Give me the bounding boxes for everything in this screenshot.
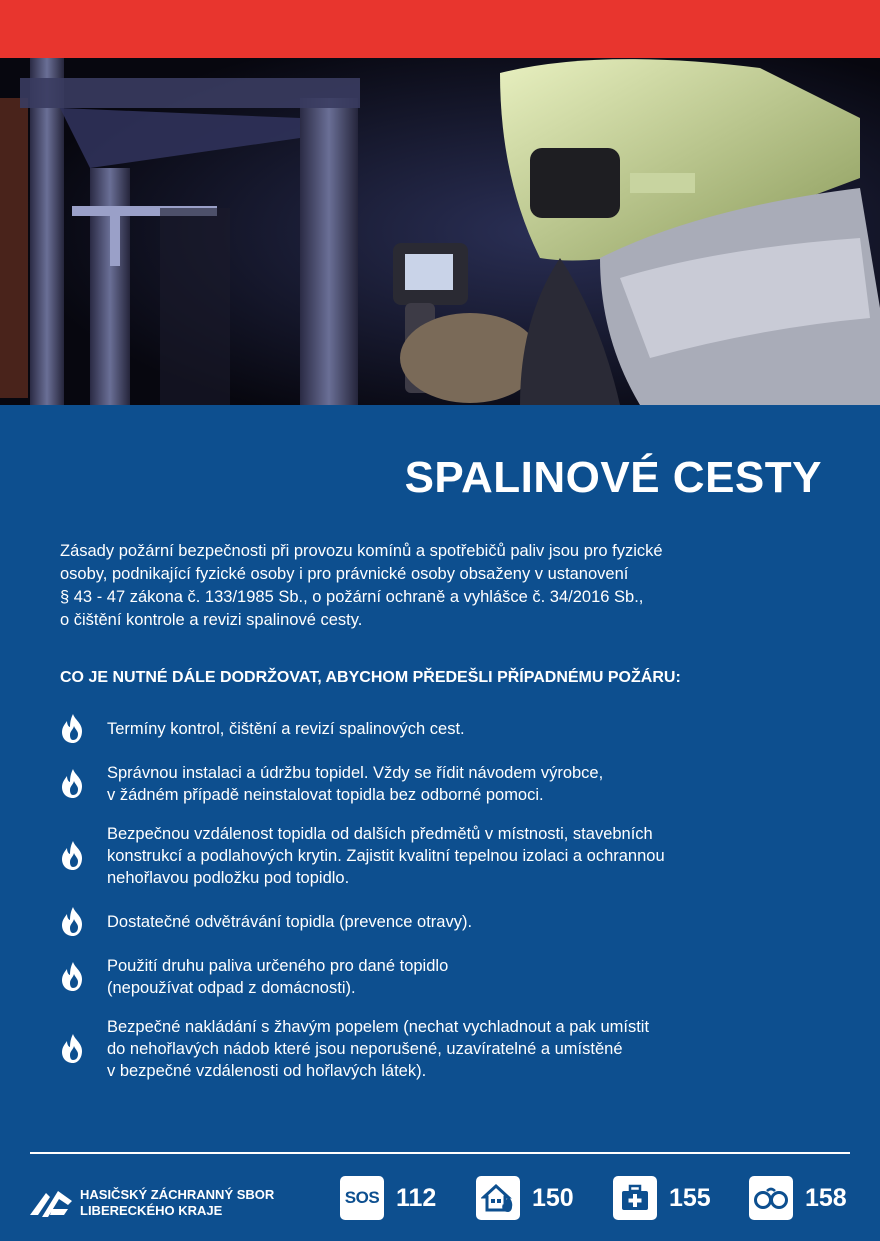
flame-icon: [58, 961, 88, 993]
house-fire-glyph: [481, 1182, 515, 1214]
bullet-text: Použití druhu paliva určeného pro dané topidlo (nepoužívat odpad z domácnosti).: [107, 957, 449, 997]
list-item: [58, 823, 838, 889]
organization-logo: [28, 1183, 274, 1223]
emergency-number: 150: [532, 1183, 574, 1212]
intro-paragraph: [60, 540, 820, 632]
bullet-text: Bezpečné nakládání s žhavým popelem (nechat vychladnout a pak umístit do nehořlavých nádob které jsou neporušené, uzavíratelné a umístěné v bezpečné vzdálenosti od hořlavých látek).: [107, 1018, 650, 1080]
top-accent-bar: [0, 0, 880, 58]
organization-line: LIBERECKÉHO KRAJE: [80, 1203, 223, 1218]
intro-line: Zásady požární bezpečnosti při provozu komínů a spotřebičů paliv jsou pro fyzické: [60, 542, 663, 560]
handcuffs-icon: [749, 1176, 793, 1220]
flame-icon: [58, 713, 88, 745]
first-aid-icon: [613, 1176, 657, 1220]
emergency-number-112: [340, 1176, 436, 1220]
flame-icon: [58, 768, 88, 800]
emergency-number-155: [613, 1176, 711, 1220]
emergency-number-150: [476, 1176, 574, 1220]
bullet-text: Termíny kontrol, čištění a revizí spalinových cest.: [107, 720, 465, 738]
flame-icon: [58, 840, 88, 872]
list-item: [58, 906, 838, 938]
house-fire-icon: [476, 1176, 520, 1220]
emergency-number: 158: [805, 1183, 847, 1212]
emergency-number: 155: [669, 1183, 711, 1212]
content-area: [0, 405, 880, 1241]
flame-icon: [58, 1033, 88, 1065]
sos-icon: [340, 1176, 384, 1220]
organization-line: HASIČSKÝ ZÁCHRANNÝ SBOR: [80, 1187, 275, 1202]
list-item: [58, 713, 838, 745]
firefighter-emblem-icon: [28, 1185, 74, 1221]
bullet-text: Správnou instalaci a údržbu topidel. Vždy se řídit návodem výrobce, v žádném případě neinstalovat topidla bez odborné pomoci.: [107, 764, 604, 804]
list-item: [58, 762, 838, 806]
hero-photo-illustration: [0, 58, 880, 405]
sos-label: SOS: [344, 1188, 380, 1207]
handcuffs-glyph: [753, 1185, 789, 1211]
flame-icon: [58, 906, 88, 938]
intro-line: osoby, podnikající fyzické osoby i pro právnické osoby obsaženy v ustanovení: [60, 565, 629, 583]
section-heading: CO JE NUTNÉ DÁLE DODRŽOVAT, ABYCHOM PŘEDEŠLI PŘÍPADNÉMU POŽÁRU:: [60, 669, 681, 686]
page-title: SPALINOVÉ CESTY: [404, 453, 822, 502]
organization-name: [80, 1187, 274, 1219]
bullet-text: Bezpečnou vzdálenost topidla od dalších předmětů v místnosti, stavebních konstrukcí a podlahových krytin. Zajistit kvalitní tepelnou izolaci a ochrannou nehořlavou podložku pod topidlo.: [107, 825, 665, 887]
hero-photo: [0, 58, 880, 405]
bullet-text: Dostatečné odvětrávání topidla (prevence otravy).: [107, 913, 473, 931]
bullet-list: [58, 713, 838, 1099]
first-aid-glyph: [620, 1184, 650, 1212]
intro-line: o čištění kontrole a revizi spalinové cesty.: [60, 611, 363, 629]
list-item: [58, 955, 838, 999]
footer-divider: [30, 1152, 850, 1154]
emergency-number-158: [749, 1176, 847, 1220]
list-item: [58, 1016, 838, 1082]
emergency-number: 112: [396, 1183, 437, 1212]
intro-line: § 43 - 47 zákona č. 133/1985 Sb., o požární ochraně a vyhlášce č. 34/2016 Sb.,: [60, 588, 644, 606]
